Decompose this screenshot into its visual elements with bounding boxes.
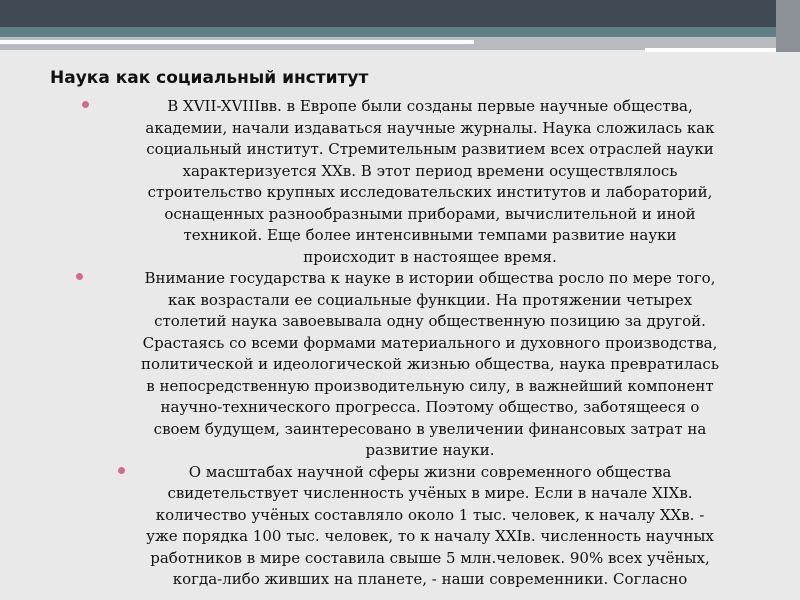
slide-title: Наука как социальный институт (50, 68, 369, 88)
header-teal-stripe (0, 27, 800, 37)
bullet-dot-icon (76, 273, 83, 280)
bullet-line: своем будущем, заинтересовано в увеличении финансовых затрат на (153, 419, 707, 438)
bullet-line: строительство крупных исследовательских институтов и лабораторий, (147, 183, 713, 201)
bullet-dot-icon (82, 101, 89, 108)
bullet-item (78, 96, 782, 268)
bullet-list (78, 96, 782, 591)
bullet-line: столетий наука завоевывала одну общественную позицию за другой. (154, 312, 706, 330)
bullet-line: политической и идеологической жизнью общества, наука превратилась (140, 355, 720, 373)
bullet-line: когда-либо живших на планете, - наши современники. Согласно (172, 570, 688, 588)
bullet-line: оснащенных разнообразными приборами, вычислительной и иной (164, 204, 696, 223)
header-corner-block (776, 0, 800, 52)
header-dark-band (0, 0, 800, 27)
bullet-line: Внимание государства к науке в истории общества росло по мере того, (144, 269, 716, 287)
bullet-line: в непосредственную производительную силу, в важнейший компонент (146, 376, 714, 395)
bullet-line: О масштабах научной сферы жизни современного общества (188, 462, 672, 481)
bullet-line: социальный институт. Стремительным развитием всех отраслей науки (146, 140, 714, 158)
bullet-line: свидетельствует численность учёных в мире. Если в начале XIXв. (167, 484, 693, 502)
bullet-line: как возрастали ее социальные функции. На протяжении четырех (167, 290, 693, 309)
bullet-line: В XVII-XVIIIвв. в Европе были созданы первые научные общества, (167, 97, 693, 115)
bullet-item (78, 462, 782, 591)
bullet-line: количество учёных составляло около 1 тыс. человек, к началу XXв. - (155, 505, 705, 524)
bullet-line: академии, начали издаваться научные журналы. Наука сложилась как (145, 118, 715, 137)
bullet-line: работников в мире составила свыше 5 млн.человек. 90% всех учёных, (150, 548, 710, 567)
bullet-line: уже порядка 100 тыс. человек, то к началу XXIв. численность научных (146, 527, 714, 545)
bullet-line: характеризуется XXв. В этот период времени осуществлялось (182, 161, 678, 180)
header-white-accent-left (0, 40, 474, 44)
bullet-dot-icon (118, 467, 125, 474)
bullet-line: Срастаясь со всеми формами материального и духовного производства, (142, 333, 718, 352)
bullet-item (78, 268, 782, 462)
bullet-line: научно-технического прогресса. Поэтому общество, заботящееся о (160, 398, 700, 416)
bullet-line: происходит в настоящее время. (303, 247, 557, 266)
bullet-line: техникой. Еще более интенсивными темпами развитие науки (183, 226, 677, 244)
bullet-line: развитие науки. (365, 441, 495, 459)
